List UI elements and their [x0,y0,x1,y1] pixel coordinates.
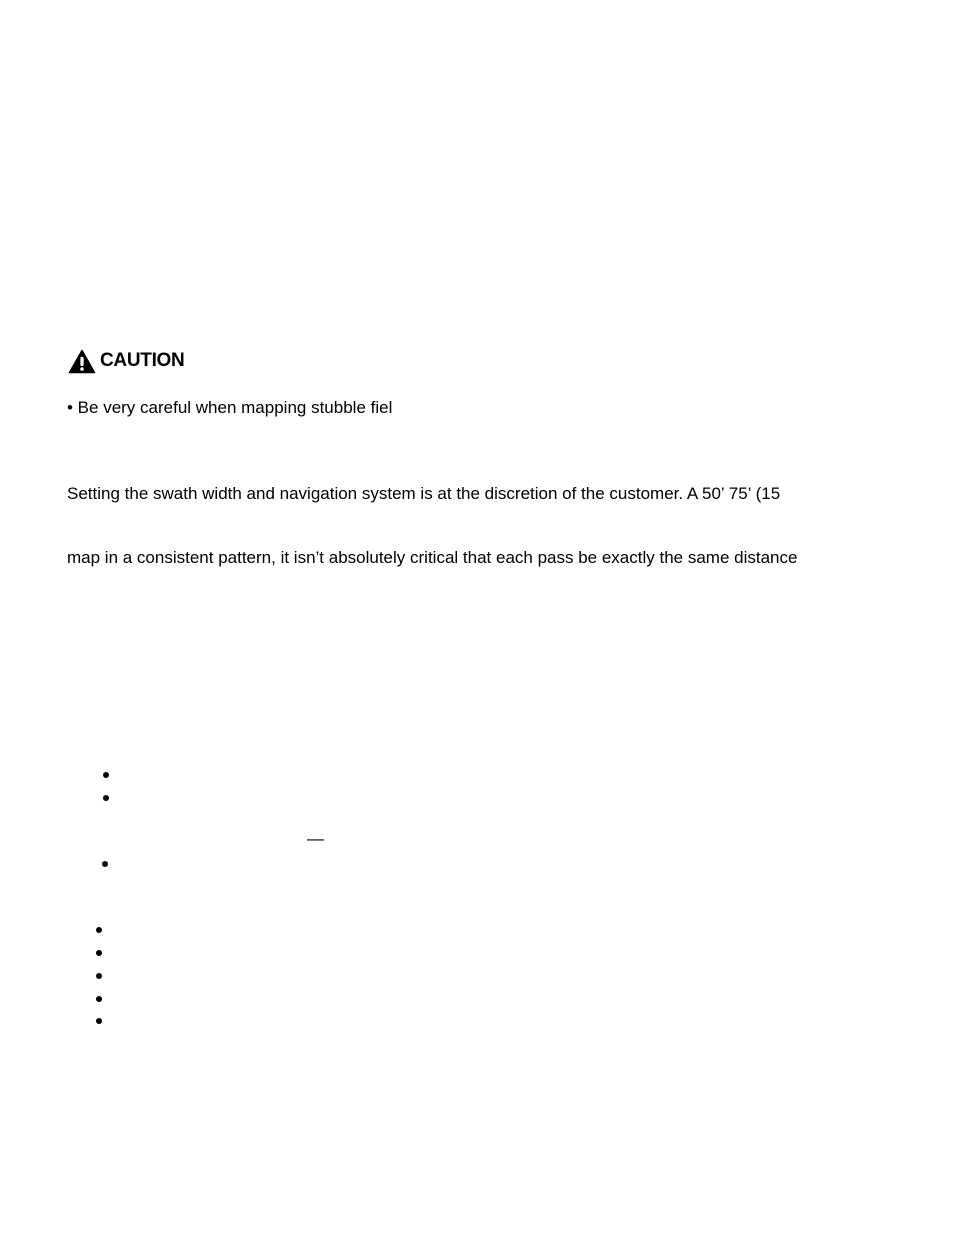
list-bullet [102,861,108,867]
list-bullet [96,996,102,1002]
list-bullet [96,950,102,956]
caution-heading [68,348,184,374]
paragraph-line-1: Setting the swath width and navigation system is at the discretion of the customer. A 50’ 75’ (15 [67,484,781,503]
caution-item: • Be very careful when mapping stubble fiel [67,398,393,417]
list-bullet [96,1018,102,1024]
caution-label: CAUTION [100,350,185,371]
warning-triangle-icon [68,349,96,374]
paragraph-line-2: map in a consistent pattern, it isn’t absolutely critical that each pass be exactly the same distance [67,548,798,567]
list-bullet [96,927,102,933]
list-bullet [103,795,109,801]
dash-mark: — [307,829,324,848]
list-bullet [103,772,109,778]
list-bullet [96,973,102,979]
